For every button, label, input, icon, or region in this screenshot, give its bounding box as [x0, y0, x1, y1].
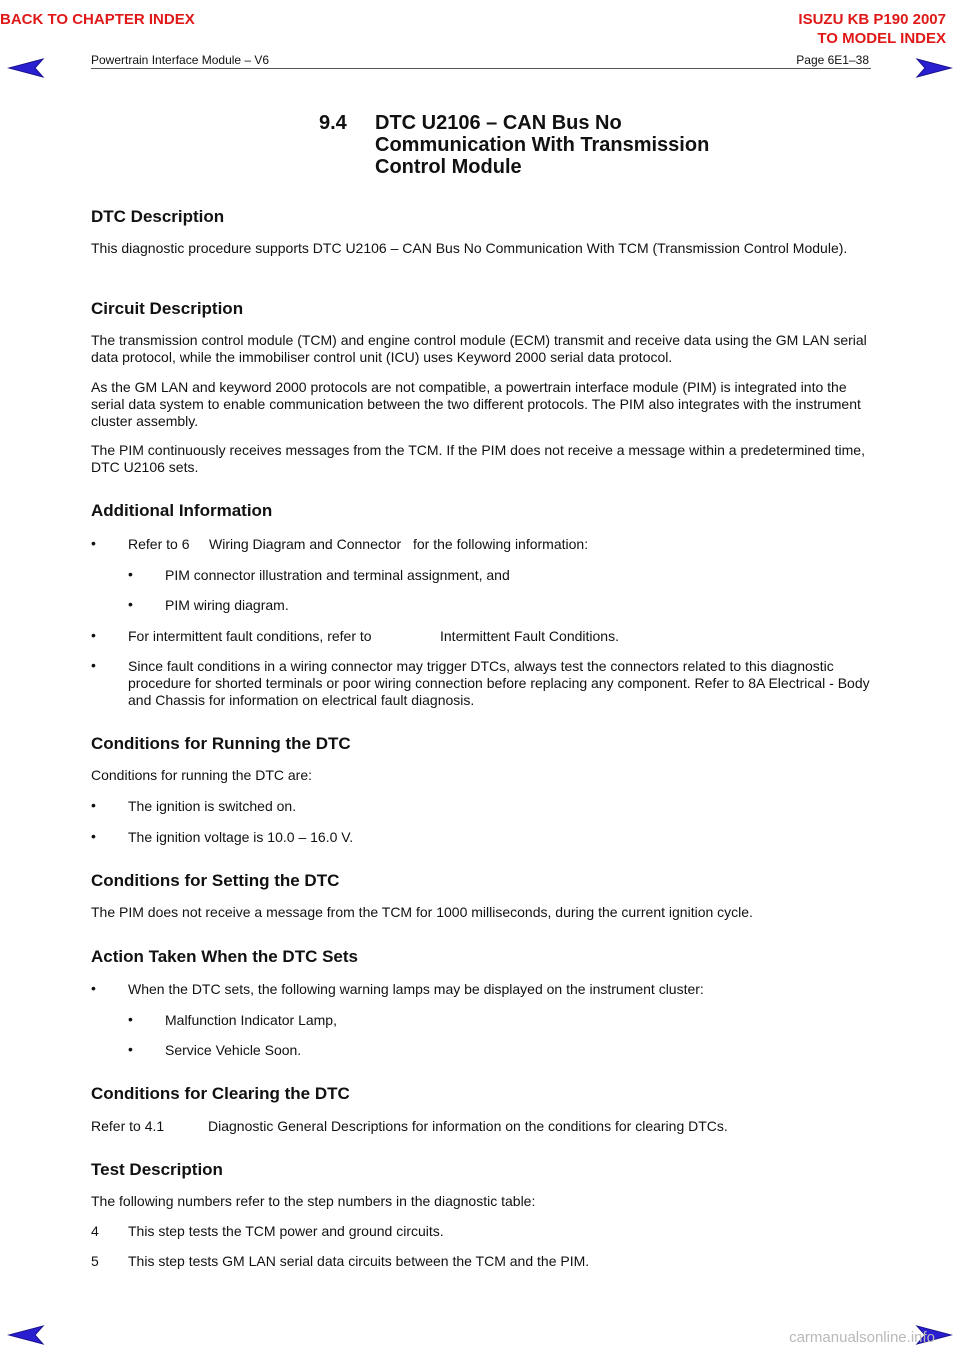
circuit-description-paragraph-2: As the GM LAN and keyword 2000 protocols are not compatible, a powertrain interface module (PIM) is integrated into the serial data system to enable communication between the two different protocols. The PIM also integrates with the instrument cluster assembly.	[91, 379, 861, 429]
action-taken-sub-item-2: Service Vehicle Soon.	[165, 1042, 302, 1058]
header-divider	[91, 68, 871, 69]
additional-info-item-1-prefix: Refer to 6	[128, 536, 190, 552]
circuit-description-paragraph-3: The PIM continuously receives messages from the TCM. If the PIM does not receive a message within a predetermined time, DTC U2106 sets.	[91, 442, 865, 475]
action-taken-heading: Action Taken When the DTC Sets	[91, 947, 358, 966]
model-title-link[interactable]: ISUZU KB P190 2007	[798, 11, 946, 28]
bullet-icon: •	[91, 627, 96, 643]
previous-page-arrow-icon[interactable]	[7, 58, 45, 78]
next-page-arrow-icon[interactable]	[915, 58, 953, 78]
bullet-icon: •	[91, 657, 96, 673]
test-step-2-number: 5	[91, 1253, 99, 1269]
additional-info-item-1-suffix: for the following information:	[413, 536, 589, 552]
bullet-icon: •	[91, 828, 96, 844]
bullet-icon: •	[128, 1011, 133, 1027]
test-description-intro: The following numbers refer to the step numbers in the diagnostic table:	[91, 1193, 536, 1209]
conditions-setting-text: The PIM does not receive a message from the TCM for 1000 milliseconds, during the current ignition cycle.	[91, 904, 753, 920]
conditions-clearing-prefix: Refer to 4.1	[91, 1118, 165, 1134]
wiring-diagram-link[interactable]: Wiring Diagram and Connector	[209, 536, 402, 552]
section-title-line-3: Control Module	[375, 156, 522, 178]
dtc-description-text: This diagnostic procedure supports DTC U2106 – CAN Bus No Communication With TCM (Transmission Control Module).	[91, 240, 848, 256]
bullet-icon: •	[91, 797, 96, 813]
dtc-description-heading: DTC Description	[91, 207, 225, 226]
section-title-line-2: Communication With Transmission	[375, 134, 710, 156]
bullet-icon: •	[128, 566, 133, 582]
previous-page-arrow-icon[interactable]	[7, 1325, 45, 1345]
test-step-1-number: 4	[91, 1223, 99, 1239]
conditions-running-intro: Conditions for running the DTC are:	[91, 767, 312, 783]
test-step-2-text: This step tests GM LAN serial data circuits between the TCM and the PIM.	[128, 1253, 590, 1269]
watermark: carmanualsonline.info	[789, 1329, 935, 1346]
diagnostic-general-descriptions-link[interactable]: Diagnostic General Descriptions for information on the conditions for clearing DTCs.	[208, 1118, 728, 1134]
bullet-icon: •	[91, 980, 96, 996]
conditions-setting-heading: Conditions for Setting the DTC	[91, 871, 340, 890]
additional-info-sub-item-1: PIM connector illustration and terminal assignment, and	[165, 567, 510, 583]
conditions-running-item-1: The ignition is switched on.	[128, 798, 297, 814]
test-description-heading: Test Description	[91, 1160, 223, 1179]
section-number: 9.4	[319, 112, 347, 134]
bullet-icon: •	[128, 596, 133, 612]
header-left-title: Powertrain Interface Module – V6	[91, 53, 270, 67]
circuit-description-paragraph-1: The transmission control module (TCM) and engine control module (ECM) transmit and receive data using the GM LAN serial data protocol, while the immobiliser control unit (ICU) uses Keyword 2000 serial data protocol.	[91, 332, 867, 365]
conditions-running-item-2: The ignition voltage is 10.0 – 16.0 V.	[128, 829, 354, 845]
additional-info-item-3: Since fault conditions in a wiring connector may trigger DTCs, always test the connectors related to this diagnostic procedure for shorted terminals or poor wiring connection before replacing any component. Refer to 8A Electrical - Body and Chassis for information on electrical fault diagnosis.	[128, 658, 870, 708]
bullet-icon: •	[128, 1041, 133, 1057]
header-page-number: Page 6E1–38	[796, 53, 869, 67]
action-taken-sub-item-1: Malfunction Indicator Lamp,	[165, 1012, 337, 1028]
circuit-description-heading: Circuit Description	[91, 299, 244, 318]
additional-info-sub-item-2: PIM wiring diagram.	[165, 597, 289, 613]
section-title-line-1: DTC U2106 – CAN Bus No	[375, 112, 622, 134]
intermittent-fault-conditions-link[interactable]: Intermittent Fault Conditions.	[440, 628, 619, 644]
additional-information-heading: Additional Information	[91, 501, 273, 520]
back-to-chapter-index-link[interactable]: BACK TO CHAPTER INDEX	[0, 11, 195, 28]
conditions-running-heading: Conditions for Running the DTC	[91, 734, 351, 753]
bullet-icon: •	[91, 535, 96, 551]
action-taken-item-1: When the DTC sets, the following warning lamps may be displayed on the instrument cluster:	[128, 981, 704, 997]
test-step-1-text: This step tests the TCM power and ground circuits.	[128, 1223, 444, 1239]
to-model-index-link[interactable]: TO MODEL INDEX	[817, 30, 946, 47]
conditions-clearing-heading: Conditions for Clearing the DTC	[91, 1084, 350, 1103]
additional-info-item-2-prefix: For intermittent fault conditions, refer to	[128, 628, 372, 644]
